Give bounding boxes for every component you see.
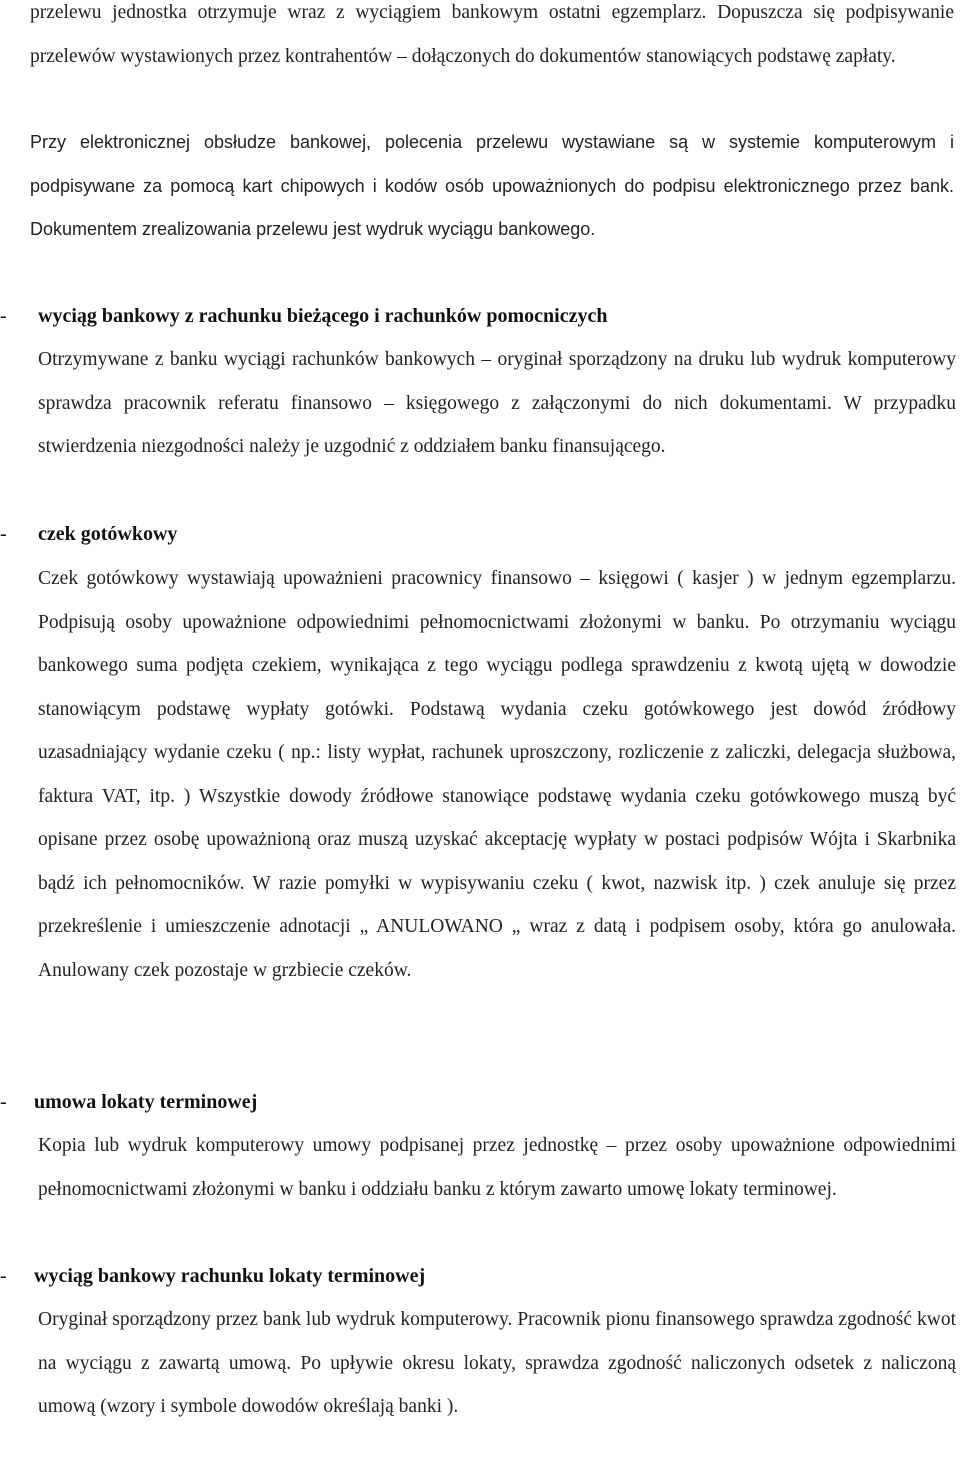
- list-bullet: -: [0, 1091, 7, 1113]
- section-body-cash-check: Czek gotówkowy wystawiają upoważnieni pracownicy finansowo – księgowi ( kasjer ) w jednym egzemplarzu. Podpisują osoby upoważnione odpowiednimi pełnomocnictwami złożonymi w banku. Po otrzymaniu wyciągu bankowego suma podjęta czekiem, wynikająca z tego wyciągu podlega sprawdzeniu z kwotą ujętą w dowodzie stanowiącym podstawę wypłaty gotówki. Podstawą wydania czeku gotówkowego jest dowód źródłowy uzasadniający wydanie czeku ( np.: listy wypłat, rachunek uproszczony, rozliczenie z zaliczki, delegacja służbowa, faktura VAT, itp. ) Wszystkie dowody źródłowe stanowiące podstawę wydania czeku gotówkowego muszą być opisane przez osobę upoważnioną oraz muszą uzyskać akceptację wypłaty w postaci podpisów Wójta i Skarbnika bądź ich pełnomocników. W razie pomyłki w wypisywaniu czeku ( kwot, nazwisk itp. ) czek anuluje się przez przekreślenie i umieszczenie adnotacji „ ANULOWANO „ wraz z datą i podpisem osoby, która go anulowała. Anulowany czek pozostaje w grzbiecie czeków.: [38, 568, 956, 981]
- section-heading-bank-statement: [0, 295, 607, 339]
- section-title: wyciąg bankowy rachunku lokaty terminowej: [34, 1265, 426, 1287]
- list-bullet: -: [0, 305, 7, 327]
- section-title: umowa lokaty terminowej: [34, 1091, 258, 1113]
- section-heading-term-deposit-agreement: [0, 1081, 257, 1125]
- section-title: wyciąg bankowy z rachunku bieżącego i rachunków pomocniczych: [38, 305, 608, 327]
- section-body-bank-statement: Otrzymywane z banku wyciągi rachunków bankowych – oryginał sporządzony na druku lub wydruk komputerowy sprawdza pracownik referatu finansowo – księgowego z załączonymi do nich dokumentami. W przypadku stwierdzenia niezgodności należy je uzgodnić z oddziałem banku finansującego.: [38, 349, 956, 457]
- section-body-term-deposit-statement: Oryginał sporządzony przez bank lub wydruk komputerowy. Pracownik pionu finansowego sprawdza zgodność kwot na wyciągu z zawartą umową. Po upływie okresu lokaty, sprawdza zgodność naliczonych odsetek z naliczoną umową (wzory i symbole dowodów określają banki ).: [38, 1309, 956, 1417]
- intro-paragraph-2: Przy elektronicznej obsłudze bankowej, polecenia przelewu wystawiane są w systemie komputerowym i podpisywane za pomocą kart chipowych i kodów osób upoważnionych do podpisu elektronicznego przez bank. Dokumentem zrealizowania przelewu jest wydruk wyciągu bankowego.: [30, 132, 954, 239]
- list-bullet: -: [0, 1265, 7, 1287]
- section-title: czek gotówkowy: [38, 523, 178, 545]
- section-heading-term-deposit-statement: [0, 1255, 425, 1299]
- section-heading-cash-check: [0, 513, 177, 557]
- section-body-term-deposit-agreement: Kopia lub wydruk komputerowy umowy podpisanej przez jednostkę – przez osoby upoważnione odpowiednimi pełnomocnictwami złożonymi w banku i oddziału banku z którym zawarto umowę lokaty terminowej.: [38, 1135, 956, 1200]
- intro-paragraph-1: przelewu jednostka otrzymuje wraz z wyciągiem bankowym ostatni egzemplarz. Dopuszcza się podpisywanie przelewów wystawionych przez kontrahentów – dołączonych do dokumentów stanowiących podstawę zapłaty.: [30, 2, 954, 67]
- list-bullet: -: [0, 523, 7, 545]
